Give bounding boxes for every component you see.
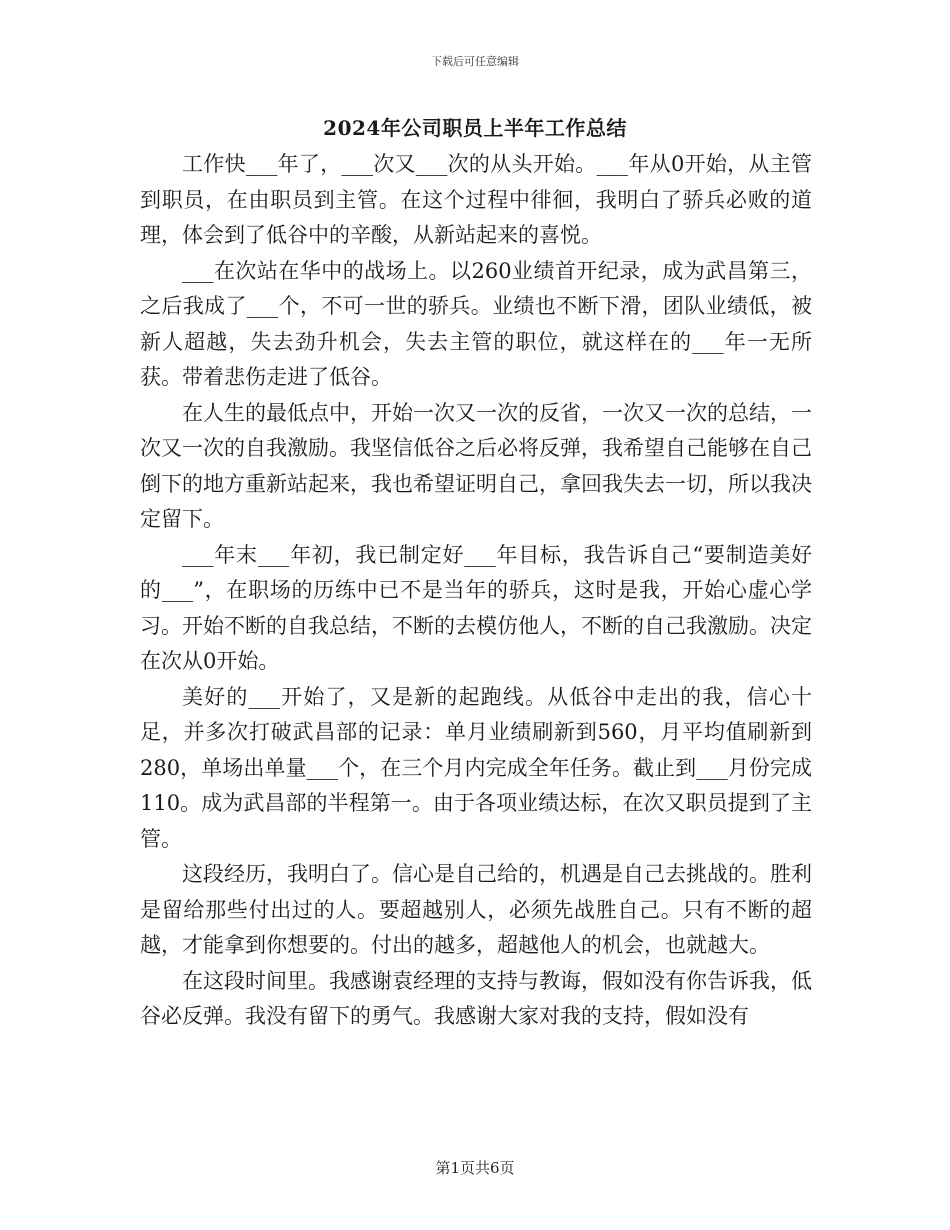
paragraph: ___年末___年初，我已制定好___年目标，我告诉自己“要制造美好的___”，在职场的历练中已不是当年的骄兵，这时是我，开始心虚心学习。开始不断的自我总结，不断的去模仿他人，不断的自己我激励。决定在次从0开始。 (140, 542, 812, 673)
paragraph: 在人生的最低点中，开始一次又一次的反省，一次又一次的总结，一次又一次的自我激励。我坚信低谷之后必将反弹，我希望自己能够在自己倒下的地方重新站起来，我也希望证明自己，拿回我失去一切，所以我决定留下。 (140, 400, 812, 531)
paragraph: ___在次站在华中的战场上。以260业绩首开纪录，成为武昌第三，之后我成了___个，不可一世的骄兵。业绩也不断下滑，团队业绩低，被新人超越，失去劲升机会，失去主管的职位，就这样在的___年一无所获。带着悲伤走进了低谷。 (140, 258, 812, 389)
paragraph: 美好的___开始了，又是新的起跑线。从低谷中走出的我，信心十足，并多次打破武昌部的记录：单月业绩刷新到560，月平均值刷新到280，单场出单量___个，在三个月内完成全年任务。截止到___月份完成110。成为武昌部的半程第一。由于各项业绩达标，在次又职员提到了主管。 (140, 684, 812, 851)
paragraph: 这段经历，我明白了。信心是自己给的，机遇是自己去挑战的。胜利是留给那些付出过的人。要超越别人，必须先战胜自己。只有不断的超越，才能拿到你想要的。付出的越多，超越他人的机会，也就越大。 (140, 862, 812, 957)
document-body (140, 147, 812, 1035)
page-number-footer: 第1页共6页 (435, 1159, 515, 1177)
paragraph: 工作快___年了，___次又___次的从头开始。___年从0开始，从主管到职员，在由职员到主管。在这个过程中徘徊，我明白了骄兵必败的道理，体会到了低谷中的辛酸，从新站起来的喜悦。 (140, 152, 812, 247)
document-title: 2024年公司职员上半年工作总结 (323, 116, 627, 140)
paragraph: 在这段时间里。我感谢袁经理的支持与教诲，假如没有你告诉我，低谷必反弹。我没有留下的勇气。我感谢大家对我的支持，假如没有 (140, 968, 812, 1028)
header-note: 下载后可任意编辑 (431, 55, 519, 68)
